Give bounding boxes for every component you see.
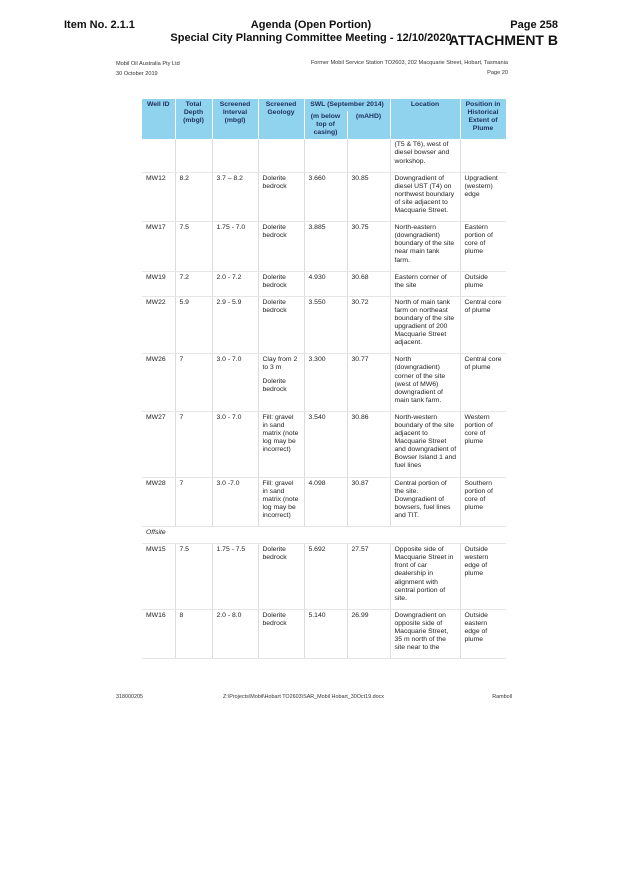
cell-location: North (downgradient) corner of the site (west of MW6) downgradient of main tank farm. (390, 354, 460, 412)
cell-swl-mahd: 30.77 (347, 354, 390, 412)
cell-swl-mahd: 30.75 (347, 222, 390, 271)
doc-page: Page 20 (487, 70, 508, 76)
cell-swl-btoc: 3.660 (304, 172, 347, 221)
doc-site: Former Mobil Service Station TO2603, 202 Macquarie Street, Hobart, Tasmania (310, 60, 508, 66)
cell-screened-geology (258, 354, 304, 412)
footer-file-path: Z:\Projects\Mobil\Hobart TO2603\SAR_Mobil Hobart_30Oct19.docx (223, 694, 384, 700)
col-position: Position in Historical Extent of Plume (460, 99, 506, 139)
cell-position: Central core of plume (460, 354, 506, 412)
geology-text: Dolerite bedrock (262, 298, 287, 314)
cell-well-id: MW26 (142, 354, 175, 412)
col-well-id: Well ID (142, 99, 175, 139)
geology-text: Fill: gravel in sand matrix (note log may be incorrect) (262, 413, 299, 454)
cell-swl-btoc: 3.540 (304, 411, 347, 477)
cell-position: Outside eastern edge of plume (460, 609, 506, 658)
cell-swl-mahd: 30.87 (347, 477, 390, 526)
agenda-line-2: Special City Planning Committee Meeting - 12/10/2020 (170, 32, 452, 44)
cell-screened-geology (258, 296, 304, 354)
cell-location: North-eastern (downgradient) boundary of the site near main tank farm. (390, 222, 460, 271)
cell-screened-interval: 3.0 - 7.0 (212, 411, 258, 477)
cell-screened-interval: 3.0 -7.0 (212, 477, 258, 526)
cell-well-id: MW22 (142, 296, 175, 354)
continued-row (142, 139, 506, 172)
geology-note: Dolerite bedrock (262, 377, 287, 393)
cell-location: Opposite side of Macquarie Street in front of car dealership in alignment with central portion of site. (390, 544, 460, 610)
cell-total-depth: 7.2 (175, 271, 212, 296)
col-screened-interval: Screened Interval (mbgl) (212, 99, 258, 139)
geology-text: Clay from 2 to 3 m (262, 356, 298, 372)
cell-location: Eastern corner of the site (390, 271, 460, 296)
cell-location: Downgradient of diesel UST (T4) on northwest boundary of site adjacent to Macquarie Street. (390, 172, 460, 221)
cell-screened-interval: 1.75 - 7.0 (212, 222, 258, 271)
cell-swl-btoc: 3.550 (304, 296, 347, 354)
attachment-label: ATTACHMENT B (448, 32, 558, 48)
geology-text: Dolerite bedrock (262, 611, 287, 627)
cell-position: Southern portion of core of plume (460, 477, 506, 526)
geology-text: Fill: gravel in sand matrix (note log may be incorrect) (262, 479, 299, 519)
cell-total-depth: 7.5 (175, 544, 212, 610)
cell-screened-geology (258, 477, 304, 526)
cell-screened-geology (258, 271, 304, 296)
table-row (142, 477, 506, 526)
cell-position: Outside western edge of plume (460, 544, 506, 610)
cell-well-id: MW28 (142, 477, 175, 526)
cell-position: Western portion of core of plume (460, 411, 506, 477)
cell-screened-interval: 2.0 - 7.2 (212, 271, 258, 296)
offsite-section-row (142, 527, 506, 544)
col-total-depth: Total Depth (mbgl) (175, 99, 212, 139)
cell-screened-geology (258, 411, 304, 477)
cell-swl-btoc: 4.098 (304, 477, 347, 526)
footer-project-number: 318000205 (116, 694, 143, 700)
item-number: Item No. 2.1.1 (64, 19, 135, 31)
doc-company: Mobil Oil Australia Pty Ltd (116, 61, 180, 67)
cell-swl-btoc: 3.885 (304, 222, 347, 271)
continued-location: (T5 & T6), west of diesel bowser and workshop. (390, 139, 460, 172)
table-row (142, 172, 506, 221)
cell-location: North of main tank farm on northeast boundary of the site upgradient of 200 Macquarie Street adjacent. (390, 296, 460, 354)
geology-text: Dolerite bedrock (262, 273, 287, 289)
col-location: Location (390, 99, 460, 139)
cell-total-depth: 7 (175, 477, 212, 526)
table-row (142, 296, 506, 354)
cell-total-depth: 8.2 (175, 172, 212, 221)
table-row (142, 354, 506, 412)
monitoring-wells-table (142, 99, 507, 659)
cell-swl-mahd: 30.68 (347, 271, 390, 296)
cell-total-depth: 8 (175, 609, 212, 658)
geology-text: Dolerite bedrock (262, 546, 287, 562)
cell-well-id: MW15 (142, 544, 175, 610)
cell-location: Central portion of the site. Downgradient of bowsers, fuel lines and TIT. (390, 477, 460, 526)
cell-screened-geology (258, 172, 304, 221)
geology-text: Dolerite bedrock (262, 224, 287, 240)
cell-swl-mahd: 30.85 (347, 172, 390, 221)
cell-screened-geology (258, 222, 304, 271)
cell-position: Upgradient (western) edge (460, 172, 506, 221)
cell-swl-btoc: 4.930 (304, 271, 347, 296)
cell-swl-btoc: 5.692 (304, 544, 347, 610)
cell-total-depth: 5.9 (175, 296, 212, 354)
geology-text: Dolerite bedrock (262, 174, 287, 190)
cell-total-depth: 7 (175, 354, 212, 412)
cell-well-id: MW19 (142, 271, 175, 296)
cell-screened-interval: 3.0 - 7.0 (212, 354, 258, 412)
cell-total-depth: 7.5 (175, 222, 212, 271)
cell-screened-geology (258, 544, 304, 610)
cell-swl-mahd: 30.72 (347, 296, 390, 354)
col-swl-mahd: (mAHD) (347, 111, 390, 139)
cell-swl-mahd: 27.57 (347, 544, 390, 610)
footer-company: Ramboll (492, 694, 512, 700)
table-row (142, 609, 506, 658)
cell-swl-mahd: 30.86 (347, 411, 390, 477)
cell-position: Eastern portion of core of plume (460, 222, 506, 271)
table-body (142, 139, 506, 658)
cell-well-id: MW27 (142, 411, 175, 477)
cell-swl-btoc: 5.140 (304, 609, 347, 658)
cell-screened-interval: 1.75 - 7.5 (212, 544, 258, 610)
table-row (142, 271, 506, 296)
table-header (142, 99, 506, 139)
doc-date: 30 October 2019 (116, 71, 158, 77)
table-row (142, 411, 506, 477)
cell-screened-interval: 2.0 - 8.0 (212, 609, 258, 658)
cell-swl-mahd: 26.99 (347, 609, 390, 658)
cell-total-depth: 7 (175, 411, 212, 477)
offsite-label: Offsite (142, 527, 506, 544)
agenda-line-1: Agenda (Open Portion) (250, 19, 372, 31)
cell-swl-btoc: 3.300 (304, 354, 347, 412)
cell-position: Central core of plume (460, 296, 506, 354)
cell-location: Downgradient on opposite side of Macquarie Street, 35 m north of the site near to the (390, 609, 460, 658)
table-row (142, 544, 506, 610)
cell-well-id: MW12 (142, 172, 175, 221)
cell-location: North-western boundary of the site adjacent to Macquarie Street and downgradient of Bowser Island 1 and fuel lines (390, 411, 460, 477)
table-row (142, 222, 506, 271)
cell-screened-interval: 3.7 – 8.2 (212, 172, 258, 221)
col-screened-geology: Screened Geology (258, 99, 304, 139)
cell-screened-geology (258, 609, 304, 658)
col-swl: SWL (September 2014) (304, 99, 390, 111)
page-number: Page 258 (510, 19, 558, 31)
cell-well-id: MW17 (142, 222, 175, 271)
col-swl-btoc: (m below top of casing) (304, 111, 347, 139)
cell-well-id: MW16 (142, 609, 175, 658)
cell-screened-interval: 2.9 - 5.9 (212, 296, 258, 354)
cell-position: Outside plume (460, 271, 506, 296)
